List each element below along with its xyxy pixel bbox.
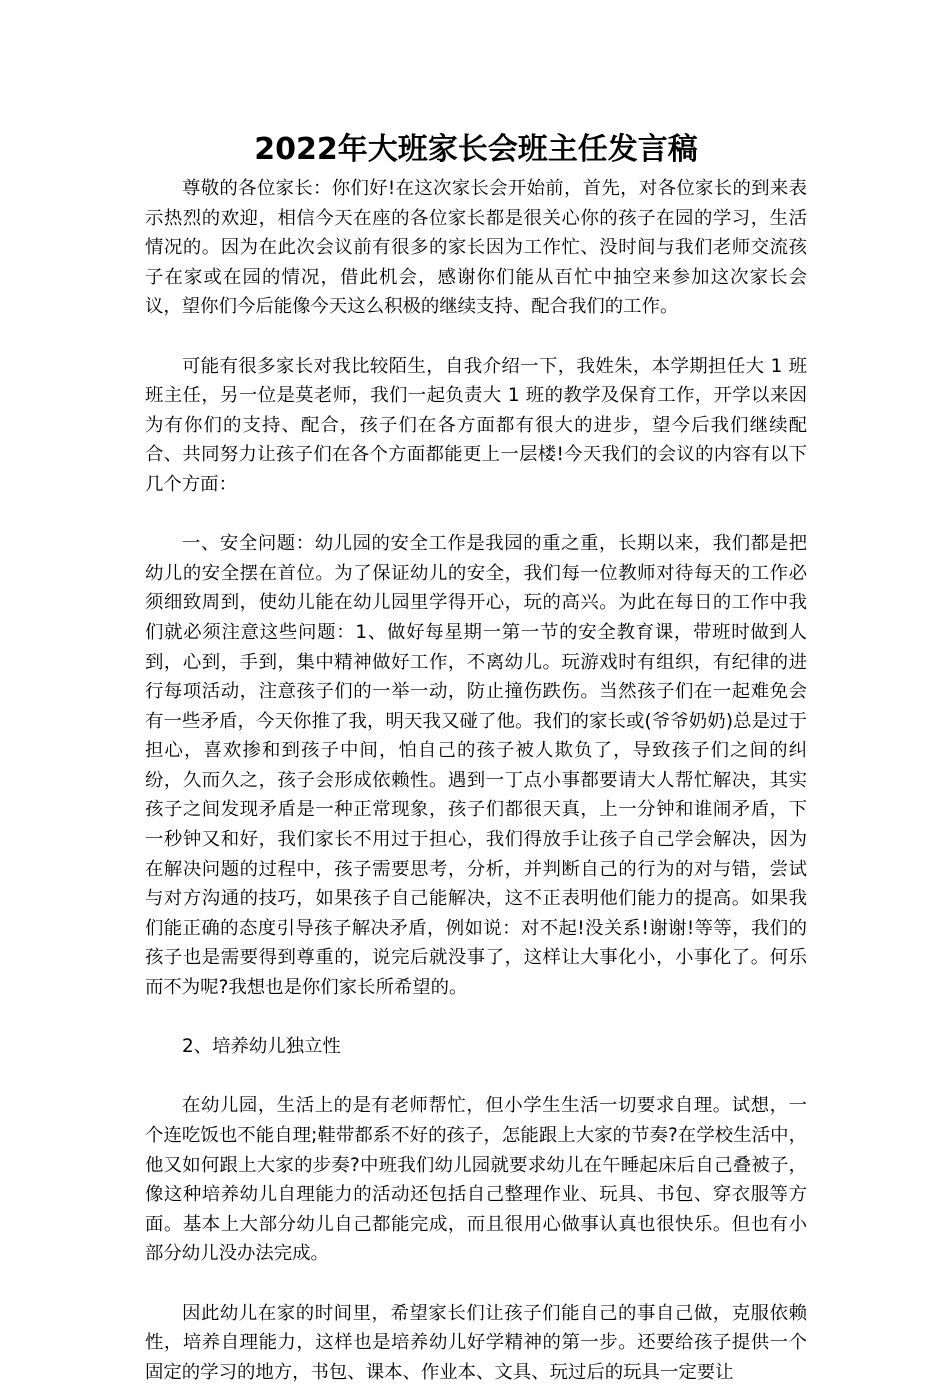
paragraph-introduction: 可能有很多家长对我比较陌生，自我介绍一下，我姓朱，本学期担任大 1 班班主任，另一位是莫老师，我们一起负责大 1 班的教学及保育工作，开学以来因为有你们的支持、配合，孩子们在各方面都有很大的进步，望今后我们继续配合、共同努力让孩子们在各个方面都能更上一层楼!今天我们的会议的内容有以下几个方面： bbox=[145, 355, 807, 495]
document-title: 2022年大班家长会班主任发言稿 bbox=[254, 132, 698, 167]
paragraph-safety: 一、安全问题：幼儿园的安全工作是我园的重之重，长期以来，我们都是把幼儿的安全摆在首位。为了保证幼儿的安全，我们每一位教师对待每天的工作必须细致周到，使幼儿能在幼儿园里学得开心，玩的高兴。为此在每日的工作中我们就必须注意这些问题：1、做好每星期一第一节的安全教育课，带班时做到人到，心到，手到，集中精神做好工作，不离幼儿。玩游戏时有组织，有纪律的进行每项活动，注意孩子们的一举一动，防止撞伤跌伤。当然孩子们在一起难免会有一些矛盾，今天你推了我，明天我又碰了他。我们的家长或(爷爷奶奶)总是过于担心，喜欢掺和到孩子中间，怕自己的孩子被人欺负了，导致孩子们之间的纠纷，久而久之，孩子会形成依赖性。遇到一丁点小事都要请大人帮忙解决，其实孩子之间发现矛盾是一种正常现象，孩子们都很天真，上一分钟和谁闹矛盾，下一秒钟又和好，我们家长不用过于担心，我们得放手让孩子自己学会解决，因为在解决问题的过程中，孩子需要思考，分析，并判断自己的行为的对与错，尝试与对方沟通的技巧，如果孩子自己能解决，这不正表明他们能力的提高。如果我们能正确的态度引导孩子解决矛盾，例如说：对不起!没关系!谢谢!等等，我们的孩子也是需要得到尊重的，说完后就没事了，这样让大事化小，小事化了。何乐而不为呢?我想也是你们家长所希望的。 bbox=[145, 533, 807, 999]
document-page bbox=[145, 128, 807, 1387]
paragraph-greeting: 尊敬的各位家长：你们好!在这次家长会开始前，首先，对各位家长的到来表示热烈的欢迎，相信今天在座的各位家长都是很关心你的孩子在园的学习，生活情况的。因为在此次会议前有很多的家长因为工作忙、没时间与我们老师交流孩子在家或在园的情况，借此机会，感谢你们能从百忙中抽空来参加这次家长会议，望你们今后能像今天这么积极的继续支持、配合我们的工作。 bbox=[145, 178, 807, 318]
paragraph-home-advice: 因此幼儿在家的时间里，希望家长们让孩子们能自己的事自己做，克服依赖性，培养自理能力，这样也是培养幼儿好学精神的第一步。还要给孩子提供一个固定的学习的地方，书包、课本、作业本、文具、玩过后的玩具一定要让 bbox=[145, 1302, 807, 1383]
paragraph-independence: 在幼儿园，生活上的是有老师帮忙，但小学生生活一切要求自理。试想，一个连吃饭也不能自理;鞋带都系不好的孩子，怎能跟上大家的节奏?在学校生活中，他又如何跟上大家的步奏?中班我们幼儿园就要求幼儿在午睡起床后自己叠被子，像这种培养幼儿自理能力的活动还包括自己整理作业、玩具、书包、穿衣服等方面。基本上大部分幼儿自己都能完成，而且很用心做事认真也很快乐。但也有小部分幼儿没办法完成。 bbox=[145, 1095, 807, 1265]
section-heading-independence: 2、培养幼儿独立性 bbox=[182, 1036, 341, 1058]
